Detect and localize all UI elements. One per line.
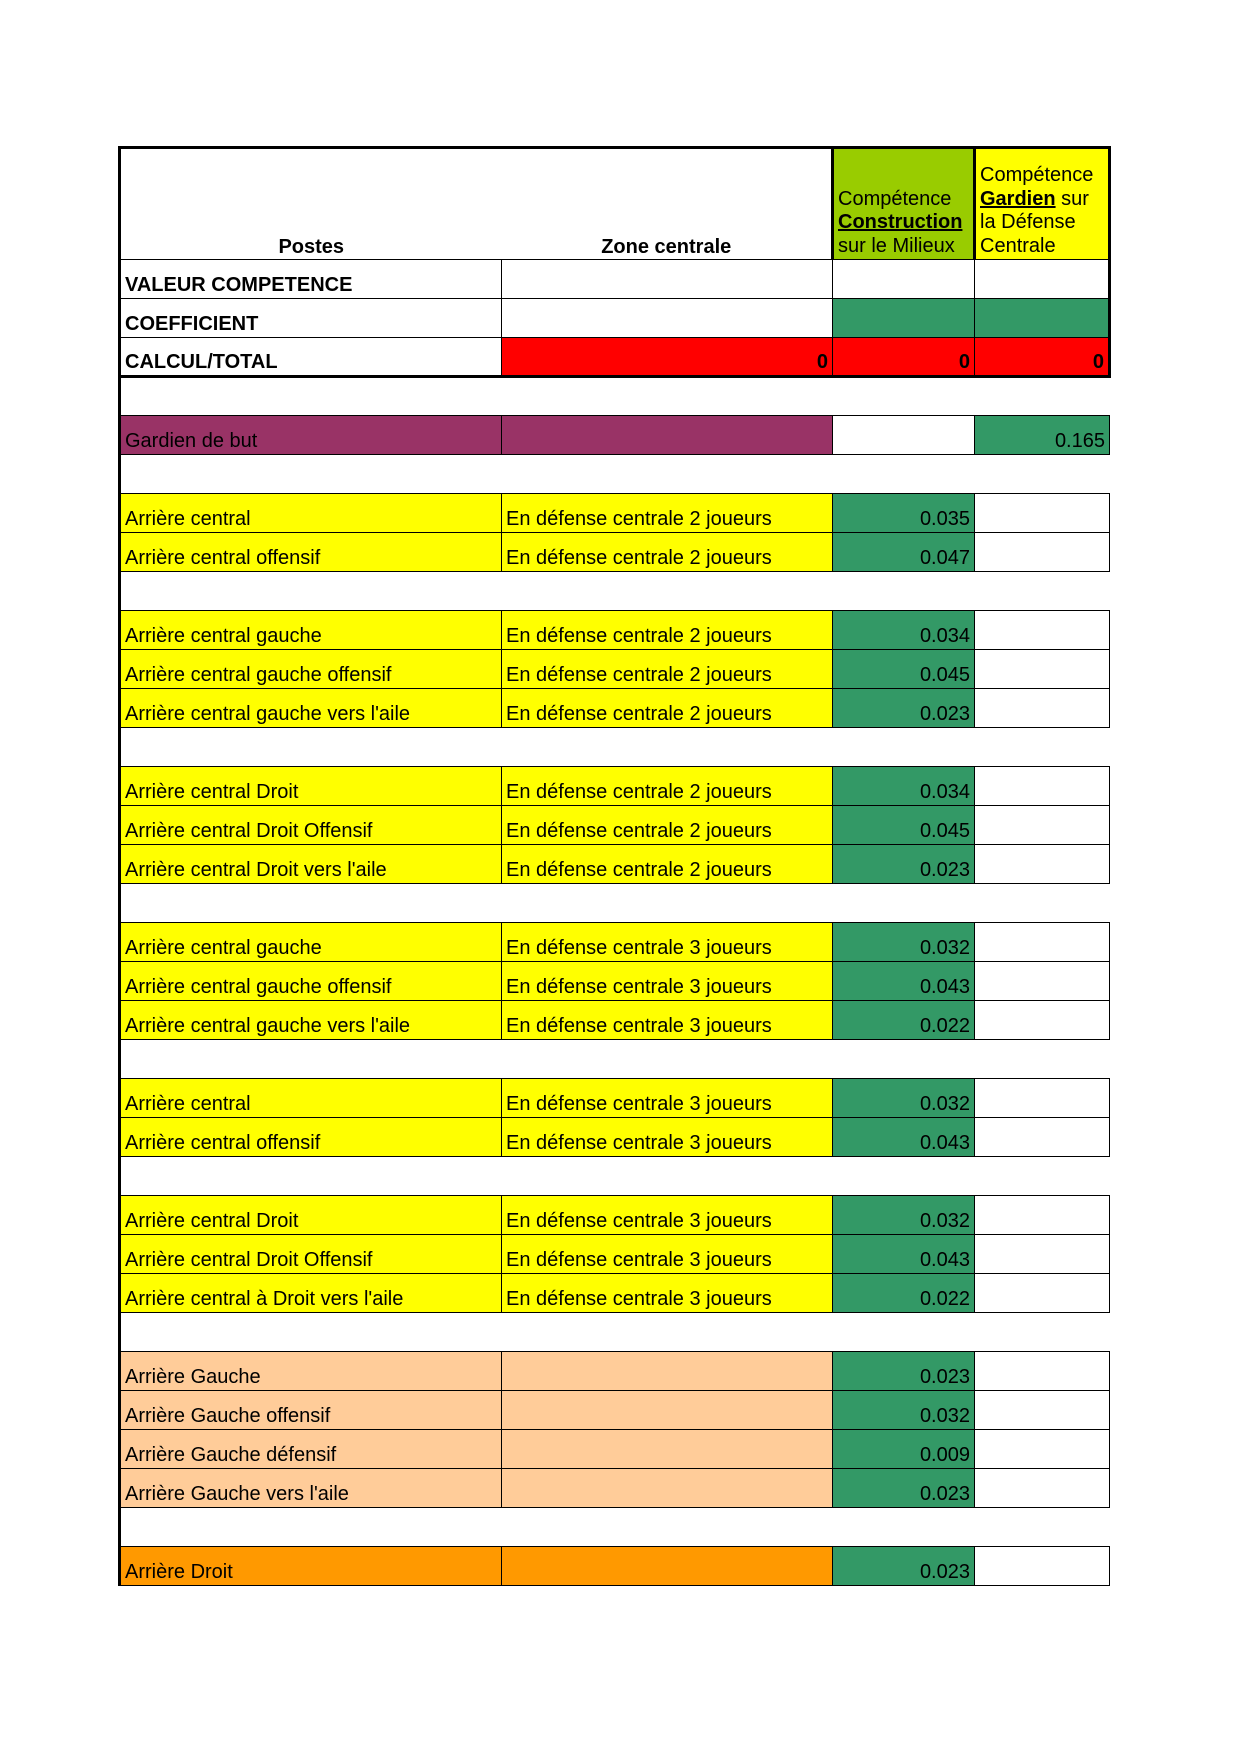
poste-label: Arrière central gauche offensif <box>120 962 502 1001</box>
construction-value: 0.032 <box>833 923 975 962</box>
spacer-cell <box>120 728 1110 767</box>
poste-label: Arrière central gauche <box>120 611 502 650</box>
valeur-competence-col4-cell[interactable] <box>975 260 1110 299</box>
gardien-value-cell[interactable] <box>975 689 1110 728</box>
gardien-value-cell[interactable] <box>975 1196 1110 1235</box>
poste-label: Arrière central gauche vers l'aile <box>120 689 502 728</box>
poste-label: Arrière central Droit Offensif <box>120 806 502 845</box>
zone-label: En défense centrale 2 joueurs <box>502 806 833 845</box>
header-col4-line4: Centrale <box>980 234 1056 257</box>
gardien-value-cell[interactable] <box>975 1391 1110 1430</box>
row-valeur-competence <box>120 260 1110 299</box>
position-row <box>120 806 1110 845</box>
spacer-cell <box>120 1313 1110 1352</box>
construction-value: 0.035 <box>833 494 975 533</box>
position-row <box>120 845 1110 884</box>
construction-value: 0.034 <box>833 611 975 650</box>
poste-label: Arrière Gauche <box>120 1352 502 1391</box>
zone-label: En défense centrale 3 joueurs <box>502 962 833 1001</box>
position-row <box>120 1430 1110 1469</box>
gardien-value-cell[interactable] <box>975 1547 1110 1586</box>
zone-label: En défense centrale 2 joueurs <box>502 767 833 806</box>
construction-value: 0.043 <box>833 1235 975 1274</box>
valeur-competence-label: VALEUR COMPETENCE <box>120 260 502 299</box>
valeur-competence-zone-cell[interactable] <box>502 260 833 299</box>
position-row <box>120 1391 1110 1430</box>
zone-label <box>502 1547 833 1586</box>
construction-value: 0.045 <box>833 806 975 845</box>
construction-value: 0.023 <box>833 1547 975 1586</box>
spacer-row <box>120 455 1110 494</box>
header-row <box>120 148 1110 260</box>
header-col4-line2-bold: Gardien <box>980 187 1056 210</box>
calcul-total-zone: 0 <box>502 338 833 377</box>
coefficient-col4-cell[interactable] <box>975 299 1110 338</box>
zone-label: En défense centrale 3 joueurs <box>502 923 833 962</box>
competence-sheet <box>118 146 1111 1586</box>
gardien-value-cell[interactable] <box>975 806 1110 845</box>
position-row <box>120 1352 1110 1391</box>
construction-value: 0.045 <box>833 650 975 689</box>
spacer-row <box>120 884 1110 923</box>
gardien-value-cell[interactable] <box>975 1352 1110 1391</box>
position-row <box>120 1079 1110 1118</box>
position-row <box>120 962 1110 1001</box>
construction-value: 0.022 <box>833 1274 975 1313</box>
poste-label: Arrière central Droit <box>120 1196 502 1235</box>
spacer-cell <box>120 1508 1110 1547</box>
gardien-zone-cell <box>502 416 833 455</box>
gardien-value-cell[interactable] <box>975 845 1110 884</box>
poste-label: Arrière central <box>120 494 502 533</box>
spacer-row <box>120 1157 1110 1196</box>
spacer-cell <box>120 884 1110 923</box>
zone-label: En défense centrale 2 joueurs <box>502 494 833 533</box>
poste-label: Arrière central offensif <box>120 533 502 572</box>
zone-label <box>502 1352 833 1391</box>
position-row <box>120 1001 1110 1040</box>
header-competence-construction <box>833 148 975 260</box>
position-row <box>120 767 1110 806</box>
position-row <box>120 533 1110 572</box>
poste-label: Arrière central <box>120 1079 502 1118</box>
zone-label: En défense centrale 2 joueurs <box>502 650 833 689</box>
gardien-value-cell[interactable] <box>975 494 1110 533</box>
spacer-row <box>120 377 1110 416</box>
gardien-value-cell[interactable] <box>975 1001 1110 1040</box>
construction-value: 0.023 <box>833 845 975 884</box>
construction-value: 0.032 <box>833 1391 975 1430</box>
poste-label: Arrière central Droit vers l'aile <box>120 845 502 884</box>
header-col3-line3: sur le Milieux <box>838 234 955 257</box>
poste-label: Arrière Droit <box>120 1547 502 1586</box>
coefficient-col3-cell[interactable] <box>833 299 975 338</box>
position-row <box>120 650 1110 689</box>
zone-label: En défense centrale 2 joueurs <box>502 611 833 650</box>
spacer-cell <box>120 1040 1110 1079</box>
spacer-row <box>120 1313 1110 1352</box>
zone-label: En défense centrale 3 joueurs <box>502 1196 833 1235</box>
poste-label: Arrière central gauche <box>120 923 502 962</box>
zone-label <box>502 1430 833 1469</box>
spacer-row <box>120 1040 1110 1079</box>
poste-label: Arrière central à Droit vers l'aile <box>120 1274 502 1313</box>
construction-value: 0.023 <box>833 1352 975 1391</box>
valeur-competence-col3-cell[interactable] <box>833 260 975 299</box>
spacer-row <box>120 572 1110 611</box>
gardien-value-cell[interactable] <box>975 611 1110 650</box>
coefficient-zone-cell[interactable] <box>502 299 833 338</box>
row-coefficient <box>120 299 1110 338</box>
header-zone: Zone centrale <box>502 148 833 260</box>
construction-value: 0.034 <box>833 767 975 806</box>
gardien-col4-value: 0.165 <box>975 416 1110 455</box>
header-col4-line1: Compétence <box>980 164 1094 186</box>
row-calcul-total <box>120 338 1110 377</box>
spacer-row <box>120 728 1110 767</box>
gardien-value-cell[interactable] <box>975 1430 1110 1469</box>
spacer-cell <box>120 572 1110 611</box>
zone-label: En défense centrale 3 joueurs <box>502 1235 833 1274</box>
poste-label: Arrière central Droit Offensif <box>120 1235 502 1274</box>
construction-value: 0.043 <box>833 1118 975 1157</box>
header-col3-line1: Compétence <box>838 187 952 210</box>
poste-label: Arrière central offensif <box>120 1118 502 1157</box>
header-competence-gardien <box>975 148 1110 260</box>
calcul-total-col3: 0 <box>833 338 975 377</box>
gardien-value-cell[interactable] <box>975 1274 1110 1313</box>
spacer-cell <box>120 377 1110 416</box>
construction-value: 0.009 <box>833 1430 975 1469</box>
zone-label: En défense centrale 3 joueurs <box>502 1001 833 1040</box>
gardien-value-cell[interactable] <box>975 533 1110 572</box>
header-col4-line3: la Défense <box>980 211 1076 233</box>
zone-label: En défense centrale 2 joueurs <box>502 845 833 884</box>
gardien-value-cell[interactable] <box>975 1469 1110 1508</box>
poste-label: Arrière central gauche vers l'aile <box>120 1001 502 1040</box>
construction-value: 0.032 <box>833 1079 975 1118</box>
spacer-cell <box>120 1157 1110 1196</box>
position-row <box>120 689 1110 728</box>
gardien-value-cell[interactable] <box>975 1079 1110 1118</box>
construction-value: 0.022 <box>833 1001 975 1040</box>
zone-label <box>502 1469 833 1508</box>
construction-value: 0.032 <box>833 1196 975 1235</box>
spacer-cell <box>120 455 1110 494</box>
zone-label: En défense centrale 3 joueurs <box>502 1274 833 1313</box>
position-row <box>120 923 1110 962</box>
calcul-total-col4: 0 <box>975 338 1110 377</box>
gardien-value-cell[interactable] <box>975 962 1110 1001</box>
header-postes: Postes <box>120 148 502 260</box>
gardien-value-cell[interactable] <box>975 923 1110 962</box>
row-gardien <box>120 416 1110 455</box>
position-row <box>120 1196 1110 1235</box>
construction-value: 0.023 <box>833 689 975 728</box>
position-row <box>120 1274 1110 1313</box>
spacer-row <box>120 1508 1110 1547</box>
position-row <box>120 611 1110 650</box>
poste-label: Arrière Gauche offensif <box>120 1391 502 1430</box>
zone-label: En défense centrale 2 joueurs <box>502 689 833 728</box>
position-row <box>120 1118 1110 1157</box>
header-col3-line2: Construction <box>838 211 963 233</box>
construction-value: 0.043 <box>833 962 975 1001</box>
zone-label <box>502 1391 833 1430</box>
position-row <box>120 1469 1110 1508</box>
poste-label: Arrière Gauche défensif <box>120 1430 502 1469</box>
coefficient-label: COEFFICIENT <box>120 299 502 338</box>
construction-value: 0.023 <box>833 1469 975 1508</box>
zone-label: En défense centrale 3 joueurs <box>502 1079 833 1118</box>
gardien-value-cell[interactable] <box>975 1235 1110 1274</box>
gardien-col3-cell[interactable] <box>833 416 975 455</box>
calcul-total-label: CALCUL/TOTAL <box>120 338 502 377</box>
poste-label: Arrière central Droit <box>120 767 502 806</box>
poste-label: Arrière central gauche offensif <box>120 650 502 689</box>
position-row <box>120 1547 1110 1586</box>
poste-label: Arrière Gauche vers l'aile <box>120 1469 502 1508</box>
header-col4-line2-rest: sur <box>1055 187 1089 210</box>
gardien-value-cell[interactable] <box>975 767 1110 806</box>
zone-label: En défense centrale 2 joueurs <box>502 533 833 572</box>
gardien-value-cell[interactable] <box>975 650 1110 689</box>
position-row <box>120 1235 1110 1274</box>
gardien-value-cell[interactable] <box>975 1118 1110 1157</box>
gardien-label: Gardien de but <box>120 416 502 455</box>
zone-label: En défense centrale 3 joueurs <box>502 1118 833 1157</box>
position-row <box>120 494 1110 533</box>
construction-value: 0.047 <box>833 533 975 572</box>
